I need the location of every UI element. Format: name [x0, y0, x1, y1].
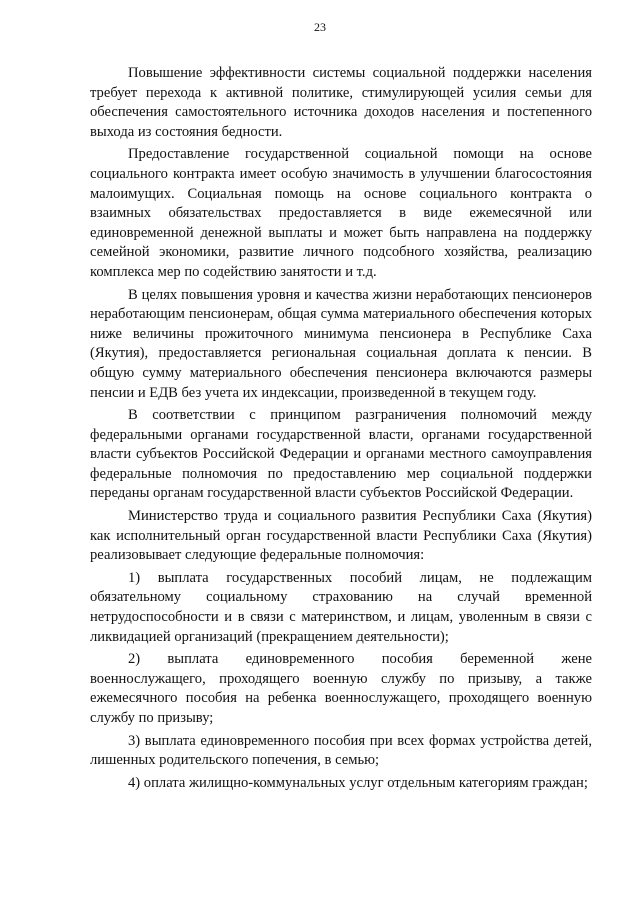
list-item-2: 2) выплата единовременного пособия беременной жене военнослужащего, проходящего военную службу по призыву, а также ежемесячного пособия на ребенка военнослужащего, проходящего военную службу по призыву; — [90, 651, 592, 726]
page-number: 23 — [314, 20, 326, 34]
paragraph-2: Предоставление государственной социальной помощи на основе социального контракта имеет особую значимость в улучшении благосостояния малоимущих. Социальная помощь на основе социального контракта о взаимных обязательствах предоставляется в виде ежемесячной или единовременной денежной выплаты и может быть направлена на поддержку семейной экономики, развитие личного подсобного хозяйства, реализацию комплекса мер по содействию занятости и т.д. — [90, 146, 592, 280]
list-item-3: 3) выплата единовременного пособия при всех формах устройства детей, лишенных родительского попечения, в семью; — [90, 732, 592, 769]
list-item-1: 1) выплата государственных пособий лицам, не подлежащим обязательному социальному страхованию на случай временной нетрудоспособности и в связи с материнством, и лицам, уволенным в связи с ликвидацией организаций (прекращением деятельности); — [90, 569, 592, 645]
paragraph-4: В соответствии с принципом разграничения полномочий между федеральными органами государственной власти, органами государственной власти субъектов Российской Федерации и органами местного самоуправления федеральные полномочия по предоставлению мер социальной поддержки переданы органам государственной власти субъектов Российской Федерации. — [90, 407, 592, 502]
list-item-4: 4) оплата жилищно-коммунальных услуг отдельным категориям граждан; — [128, 774, 588, 791]
paragraph-3: В целях повышения уровня и качества жизни неработающих пенсионеров неработающим пенсионерам, общая сумма материального обеспечения которых ниже величины прожиточного минимума пенсионера в Республике Саха (Якутия), предоставляется региональная социальная доплата к пенсии. В общую сумму материального обеспечения пенсионера включаются размеры пенсии и ЕДВ без учета их индексации, произведенной в текущем году. — [90, 286, 592, 401]
paragraph-1: Повышение эффективности системы социальной поддержки населения требует перехода к активной политике, стимулирующей усилия семьи для обеспечения самостоятельного источника доходов населения и постепенного выхода из состояния бедности. — [90, 65, 592, 140]
paragraph-5: Министерство труда и социального развития Республики Саха (Якутия) как исполнительный орган государственной власти Республики Саха (Якутия) реализовывает следующие федеральные полномочия: — [90, 508, 592, 564]
page-body — [90, 64, 592, 796]
